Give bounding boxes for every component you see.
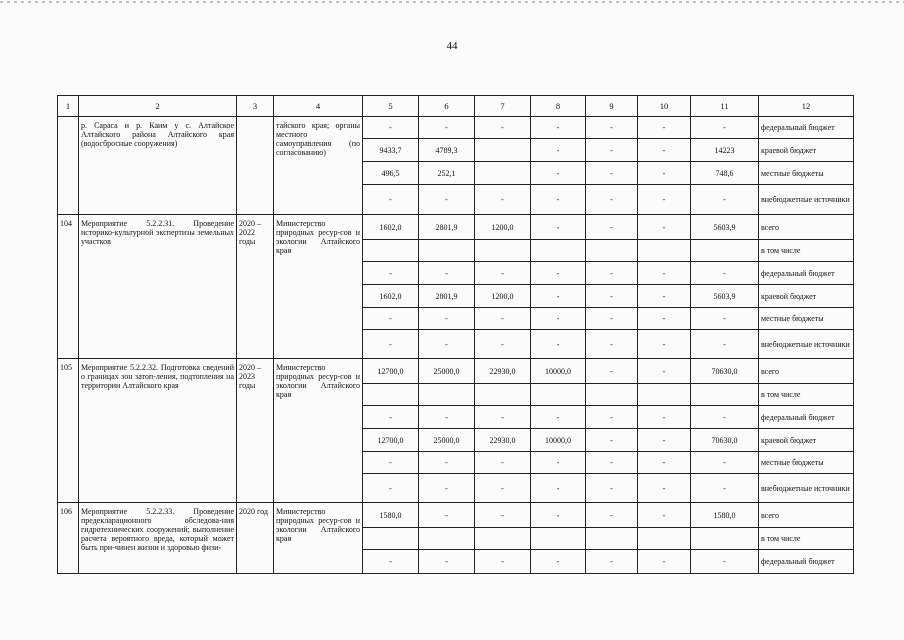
- amount-cell: 14223: [691, 139, 759, 162]
- amount-cell: -: [475, 262, 531, 285]
- entry-executor-cell: тайского края; органы местного самоуправления (по согласованию): [274, 117, 363, 215]
- column-header: 4: [274, 96, 363, 117]
- amount-cell: -: [363, 262, 419, 285]
- amount-cell: [475, 384, 531, 406]
- amount-cell: -: [531, 308, 586, 330]
- funding-source-cell: федеральный бюджет: [759, 550, 854, 574]
- amount-cell: -: [531, 330, 586, 359]
- entry-period-cell: 2020 – 2023 годы: [237, 359, 274, 503]
- amount-cell: -: [691, 262, 759, 285]
- amount-cell: [475, 139, 531, 162]
- amount-cell: -: [638, 474, 691, 503]
- amount-cell: 10000,0: [531, 429, 586, 452]
- amount-cell: [638, 384, 691, 406]
- amount-cell: 10000,0: [531, 359, 586, 384]
- amount-cell: -: [531, 185, 586, 215]
- amount-cell: -: [475, 330, 531, 359]
- column-header: 9: [586, 96, 638, 117]
- entry-name-cell: р. Сараса и р. Каим у с. Алтайское Алтайского района Алтайского края (водосбросные сооружения): [79, 117, 237, 215]
- page-number: 44: [446, 40, 458, 52]
- amount-cell: 22930,0: [475, 429, 531, 452]
- amount-cell: 70630,0: [691, 429, 759, 452]
- amount-cell: 25000,0: [419, 429, 475, 452]
- funding-source-cell: федеральный бюджет: [759, 117, 854, 139]
- amount-cell: -: [419, 550, 475, 574]
- amount-cell: 5603,9: [691, 285, 759, 308]
- amount-cell: [638, 528, 691, 550]
- amount-cell: [363, 384, 419, 406]
- funding-source-cell: в том числе: [759, 528, 854, 550]
- amount-cell: -: [475, 117, 531, 139]
- funding-source-cell: в том числе: [759, 384, 854, 406]
- amount-cell: 25000,0: [419, 359, 475, 384]
- amount-cell: [638, 240, 691, 262]
- amount-cell: -: [475, 550, 531, 574]
- entry-name-cell: Мероприятие 5.2.2.33. Проведение предекларационного обследова-ния гидротехнических сооружений; выполнение расчета вероятного вреда, который может быть при-чинен жизни и здоровью физи-: [79, 503, 237, 574]
- entry-executor-cell: Министерство природных ресур-сов и экологии Алтайского края: [274, 503, 363, 574]
- column-header: 6: [419, 96, 475, 117]
- amount-cell: -: [638, 359, 691, 384]
- header-row: [58, 96, 854, 117]
- amount-cell: -: [586, 359, 638, 384]
- amount-cell: -: [531, 503, 586, 528]
- amount-cell: -: [638, 550, 691, 574]
- amount-cell: -: [691, 330, 759, 359]
- table-row: [58, 215, 854, 240]
- amount-cell: -: [586, 285, 638, 308]
- amount-cell: -: [638, 185, 691, 215]
- amount-cell: -: [638, 215, 691, 240]
- amount-cell: -: [531, 285, 586, 308]
- amount-cell: [419, 384, 475, 406]
- amount-cell: -: [531, 162, 586, 185]
- amount-cell: -: [691, 406, 759, 429]
- funding-source-cell: местные бюджеты: [759, 308, 854, 330]
- amount-cell: -: [691, 452, 759, 474]
- amount-cell: -: [531, 474, 586, 503]
- amount-cell: -: [363, 550, 419, 574]
- amount-cell: -: [419, 474, 475, 503]
- amount-cell: -: [363, 474, 419, 503]
- funding-source-cell: федеральный бюджет: [759, 262, 854, 285]
- amount-cell: [531, 528, 586, 550]
- amount-cell: -: [419, 308, 475, 330]
- amount-cell: 252,1: [419, 162, 475, 185]
- scan-edge-line: [0, 1, 904, 3]
- amount-cell: -: [419, 503, 475, 528]
- funding-source-cell: местные бюджеты: [759, 162, 854, 185]
- entry-period-cell: 2020 – 2022 годы: [237, 215, 274, 359]
- amount-cell: -: [586, 185, 638, 215]
- amount-cell: 1200,0: [475, 215, 531, 240]
- funding-source-cell: внебюджетные источники: [759, 185, 854, 215]
- amount-cell: 748,6: [691, 162, 759, 185]
- amount-cell: -: [475, 503, 531, 528]
- amount-cell: -: [586, 474, 638, 503]
- column-header: 3: [237, 96, 274, 117]
- amount-cell: [363, 240, 419, 262]
- funding-source-cell: краевой бюджет: [759, 139, 854, 162]
- amount-cell: 9433,7: [363, 139, 419, 162]
- amount-cell: -: [475, 452, 531, 474]
- amount-cell: -: [475, 308, 531, 330]
- amount-cell: [586, 528, 638, 550]
- amount-cell: -: [691, 117, 759, 139]
- amount-cell: -: [586, 215, 638, 240]
- amount-cell: -: [586, 429, 638, 452]
- amount-cell: -: [638, 452, 691, 474]
- amount-cell: -: [691, 550, 759, 574]
- amount-cell: [586, 384, 638, 406]
- amount-cell: [419, 528, 475, 550]
- amount-cell: -: [419, 262, 475, 285]
- amount-cell: -: [638, 285, 691, 308]
- funding-source-cell: в том числе: [759, 240, 854, 262]
- funding-source-cell: всего: [759, 503, 854, 528]
- table-row: [58, 503, 854, 528]
- funding-source-cell: краевой бюджет: [759, 285, 854, 308]
- entry-number-cell: 106: [58, 503, 79, 574]
- column-header: 2: [79, 96, 237, 117]
- amount-cell: -: [586, 139, 638, 162]
- column-header: 10: [638, 96, 691, 117]
- amount-cell: -: [691, 185, 759, 215]
- amount-cell: -: [586, 162, 638, 185]
- funding-source-cell: всего: [759, 359, 854, 384]
- amount-cell: -: [638, 503, 691, 528]
- amount-cell: 12700,0: [363, 429, 419, 452]
- amount-cell: -: [638, 308, 691, 330]
- entry-executor-cell: Министерство природных ресур-сов и экологии Алтайского края: [274, 215, 363, 359]
- amount-cell: -: [638, 429, 691, 452]
- entry-number-cell: 104: [58, 215, 79, 359]
- amount-cell: [419, 240, 475, 262]
- amount-cell: -: [638, 330, 691, 359]
- funding-source-cell: местные бюджеты: [759, 452, 854, 474]
- column-header: 5: [363, 96, 419, 117]
- amount-cell: -: [363, 308, 419, 330]
- amount-cell: [531, 384, 586, 406]
- amount-cell: -: [638, 262, 691, 285]
- amount-cell: 70630,0: [691, 359, 759, 384]
- amount-cell: -: [419, 117, 475, 139]
- amount-cell: -: [586, 262, 638, 285]
- amount-cell: -: [475, 406, 531, 429]
- column-header: 7: [475, 96, 531, 117]
- amount-cell: 496,5: [363, 162, 419, 185]
- amount-cell: -: [531, 215, 586, 240]
- amount-cell: -: [363, 330, 419, 359]
- amount-cell: [475, 162, 531, 185]
- amount-cell: [363, 528, 419, 550]
- entry-executor-cell: Министерство природных ресур-сов и экологии Алтайского края: [274, 359, 363, 503]
- amount-cell: -: [531, 452, 586, 474]
- funding-source-cell: внебюджетные источники: [759, 474, 854, 503]
- amount-cell: [586, 240, 638, 262]
- amount-cell: [691, 528, 759, 550]
- amount-cell: 1200,0: [475, 285, 531, 308]
- amount-cell: -: [531, 406, 586, 429]
- table-row: [58, 359, 854, 384]
- budget-table: [57, 95, 854, 574]
- amount-cell: [475, 528, 531, 550]
- amount-cell: -: [586, 330, 638, 359]
- amount-cell: -: [363, 406, 419, 429]
- column-header: 1: [58, 96, 79, 117]
- funding-source-cell: внебюджетные источники: [759, 330, 854, 359]
- amount-cell: -: [586, 550, 638, 574]
- amount-cell: -: [419, 406, 475, 429]
- entry-name-cell: Мероприятие 5.2.2.31. Проведение историко-культурной экспертизы земельных участков: [79, 215, 237, 359]
- amount-cell: -: [586, 503, 638, 528]
- amount-cell: -: [531, 550, 586, 574]
- amount-cell: [691, 384, 759, 406]
- amount-cell: -: [419, 185, 475, 215]
- amount-cell: 5603,9: [691, 215, 759, 240]
- funding-source-cell: федеральный бюджет: [759, 406, 854, 429]
- amount-cell: 1602,0: [363, 285, 419, 308]
- entry-period-cell: 2020 год: [237, 503, 274, 574]
- amount-cell: 2801,9: [419, 215, 475, 240]
- amount-cell: 12700,0: [363, 359, 419, 384]
- amount-cell: -: [586, 406, 638, 429]
- amount-cell: -: [638, 139, 691, 162]
- amount-cell: [531, 240, 586, 262]
- amount-cell: -: [475, 474, 531, 503]
- column-header: 8: [531, 96, 586, 117]
- amount-cell: -: [638, 162, 691, 185]
- amount-cell: -: [531, 262, 586, 285]
- amount-cell: -: [531, 139, 586, 162]
- amount-cell: -: [531, 117, 586, 139]
- entry-number-cell: 105: [58, 359, 79, 503]
- amount-cell: 1580,0: [691, 503, 759, 528]
- amount-cell: -: [363, 452, 419, 474]
- amount-cell: [691, 240, 759, 262]
- amount-cell: -: [691, 308, 759, 330]
- amount-cell: 2801,9: [419, 285, 475, 308]
- amount-cell: -: [638, 406, 691, 429]
- amount-cell: 4789,3: [419, 139, 475, 162]
- amount-cell: -: [691, 474, 759, 503]
- amount-cell: -: [586, 452, 638, 474]
- amount-cell: -: [363, 185, 419, 215]
- entry-number-cell: [58, 117, 79, 215]
- amount-cell: -: [586, 308, 638, 330]
- column-header: 11: [691, 96, 759, 117]
- amount-cell: 1580,0: [363, 503, 419, 528]
- funding-source-cell: краевой бюджет: [759, 429, 854, 452]
- amount-cell: [475, 240, 531, 262]
- amount-cell: 22930,0: [475, 359, 531, 384]
- amount-cell: -: [475, 185, 531, 215]
- amount-cell: 1602,0: [363, 215, 419, 240]
- amount-cell: -: [419, 452, 475, 474]
- table-row: [58, 117, 854, 139]
- amount-cell: -: [586, 117, 638, 139]
- amount-cell: -: [363, 117, 419, 139]
- funding-source-cell: всего: [759, 215, 854, 240]
- amount-cell: -: [419, 330, 475, 359]
- entry-name-cell: Мероприятие 5.2.2.32. Подготовка сведений о границах зон затоп-ления, подтопления на территории Алтайского края: [79, 359, 237, 503]
- amount-cell: -: [638, 117, 691, 139]
- entry-period-cell: [237, 117, 274, 215]
- column-header: 12: [759, 96, 854, 117]
